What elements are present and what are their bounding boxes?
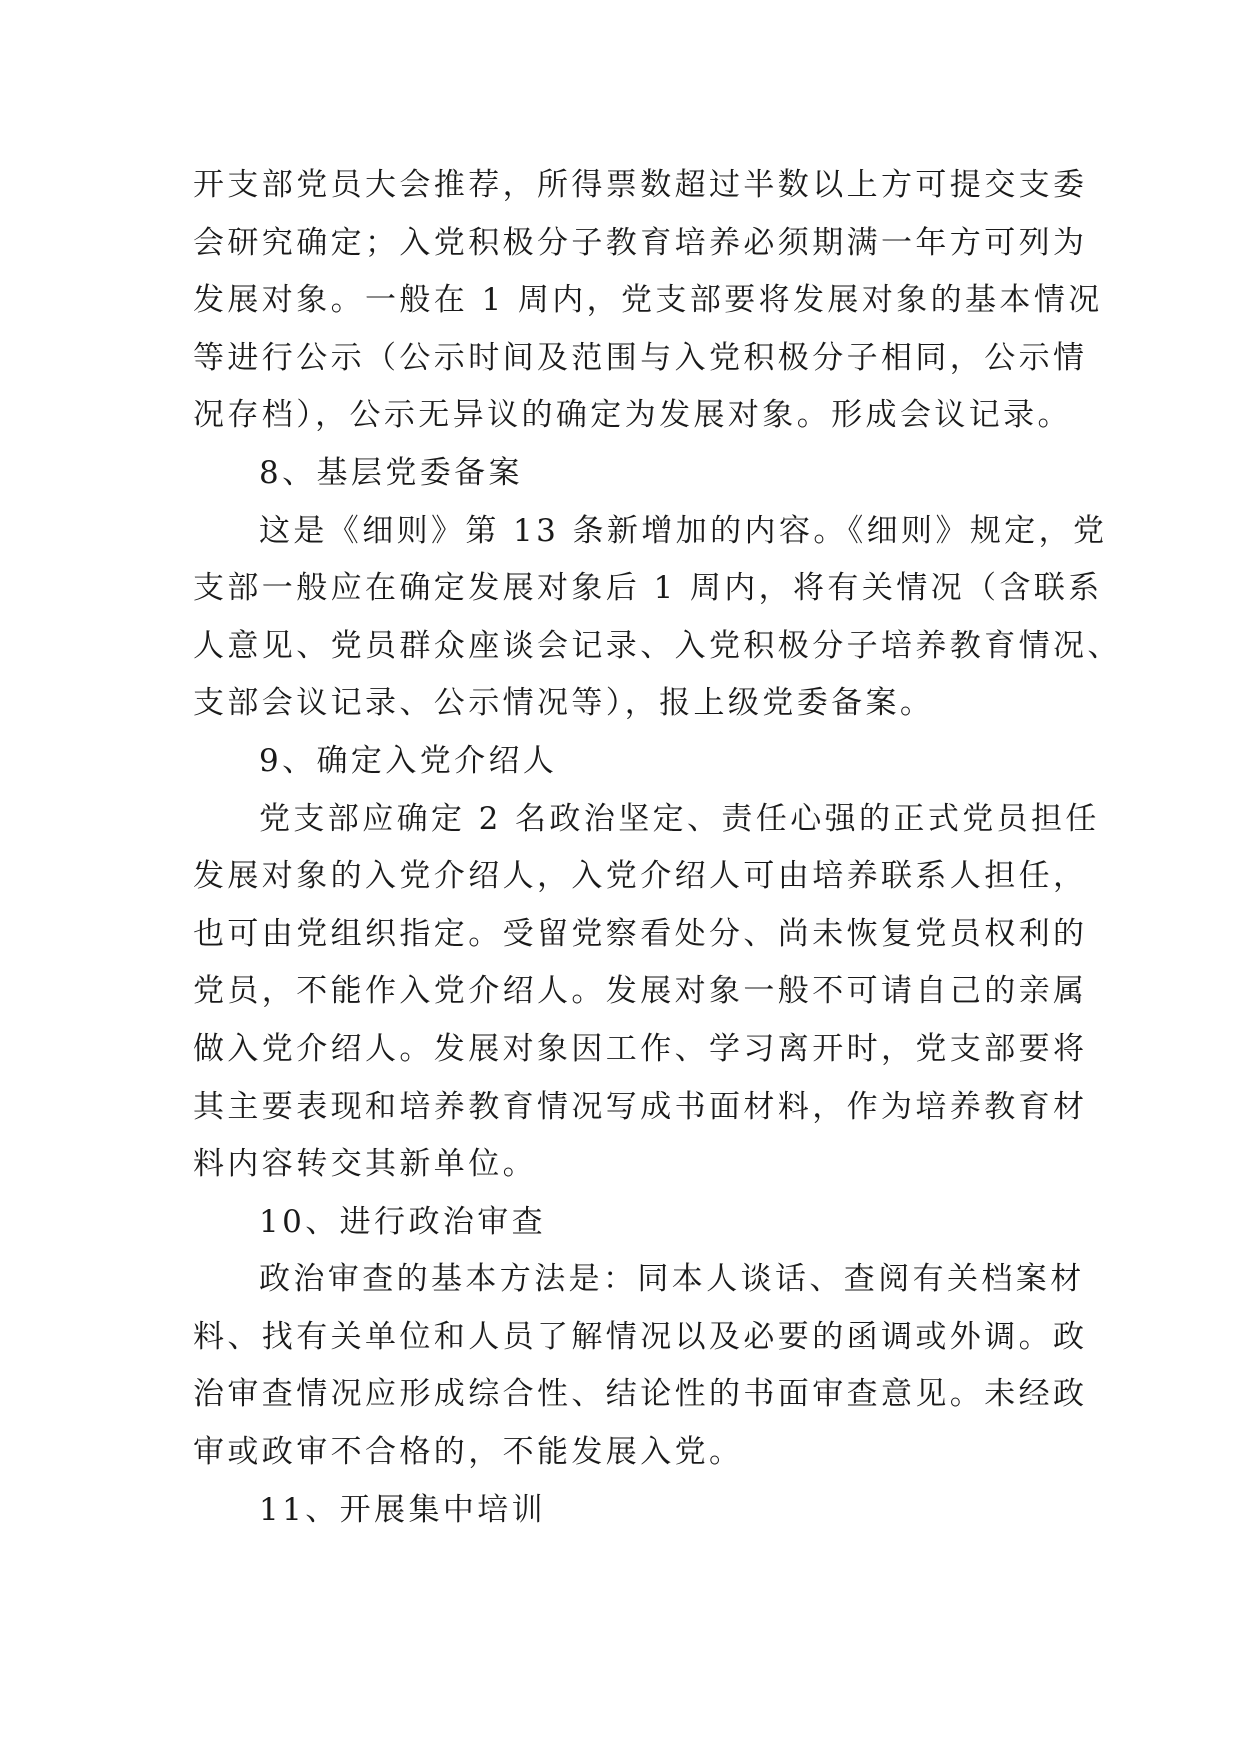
text-line: 会研究确定；入党积极分子教育培养必须期满一年方可列为 xyxy=(193,224,1088,261)
text-line: 支部一般应在确定发展对象后 1 周内，将有关情况（含联系 xyxy=(193,570,1103,607)
document-body xyxy=(193,157,1122,1539)
section-heading-11: 11、开展集中培训 xyxy=(259,1491,547,1528)
text-line: 党员，不能作入党介绍人。发展对象一般不可请自己的亲属 xyxy=(193,973,1088,1010)
text-line: 政治审查的基本方法是：同本人谈话、查阅有关档案材 xyxy=(259,1261,1085,1298)
text-line: 这是《细则》第 13 条新增加的内容。《细则》规定，党 xyxy=(259,512,1108,549)
text-line: 其主要表现和培养教育情况写成书面材料，作为培养教育材 xyxy=(193,1088,1088,1125)
text-line: 况存档），公示无异议的确定为发展对象。形成会议记录。 xyxy=(193,397,1072,434)
text-line: 也可由党组织指定。受留党察看处分、尚未恢复党员权利的 xyxy=(193,915,1088,952)
text-line: 审或政审不合格的，不能发展入党。 xyxy=(193,1434,744,1471)
text-line: 党支部应确定 2 名政治坚定、责任心强的正式党员担任 xyxy=(259,800,1100,837)
text-line: 料内容转交其新单位。 xyxy=(193,1146,537,1183)
text-line: 发展对象。一般在 1 周内，党支部要将发展对象的基本情况 xyxy=(193,282,1103,319)
text-line: 做入党介绍人。发展对象因工作、学习离开时，党支部要将 xyxy=(193,1030,1088,1067)
section-heading-10: 10、进行政治审查 xyxy=(259,1203,547,1240)
section-heading-8: 8、基层党委备案 xyxy=(259,454,523,491)
text-line: 发展对象的入党介绍人，入党介绍人可由培养联系人担任， xyxy=(193,858,1088,895)
text-line: 人意见、党员群众座谈会记录、入党积极分子培养教育情况、 xyxy=(193,627,1122,664)
text-line: 支部会议记录、公示情况等），报上级党委备案。 xyxy=(193,685,935,722)
section-heading-9: 9、确定入党介绍人 xyxy=(259,742,558,779)
text-line: 料、找有关单位和人员了解情况以及必要的函调或外调。政 xyxy=(193,1318,1088,1355)
text-line: 等进行公示（公示时间及范围与入党积极分子相同，公示情 xyxy=(193,339,1088,376)
text-line: 治审查情况应形成综合性、结论性的书面审查意见。未经政 xyxy=(193,1376,1088,1413)
text-line: 开支部党员大会推荐，所得票数超过半数以上方可提交支委 xyxy=(193,167,1088,203)
